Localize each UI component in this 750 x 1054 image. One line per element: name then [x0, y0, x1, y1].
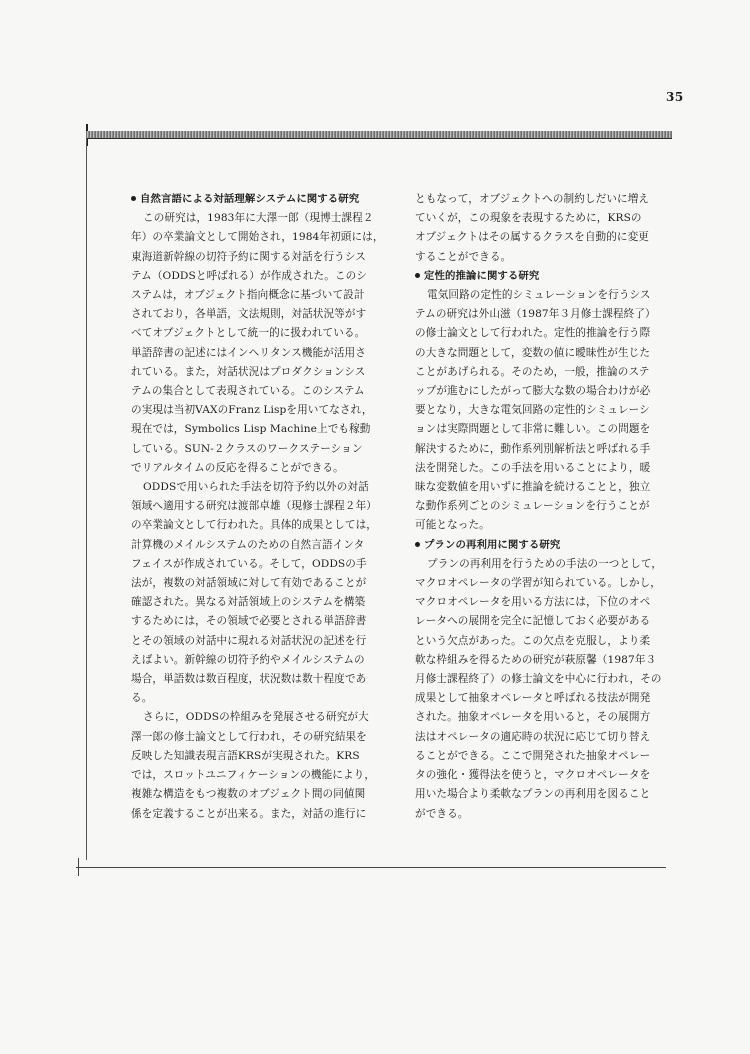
text-line: された。抽象オペレータを用いると，その展開方	[415, 711, 651, 724]
text-line: 計算機のメイルシステムのための自然言語インタ	[131, 538, 365, 551]
bullet-icon	[131, 196, 136, 201]
text-line: タの強化・獲得法を使うと，マクロオペレータを	[415, 769, 651, 782]
text-line: テムの研究は外山滋（1987年３月修士課程終了）	[415, 308, 656, 321]
text-line: とその領域の対話中に現れる対話状況の記述を行	[131, 634, 367, 647]
text-line: でリアルタイムの反応を得ることができる。	[131, 461, 344, 474]
section-heading: 自然言語による対話理解システムに関する研究	[131, 190, 401, 209]
bullet-icon	[415, 542, 420, 547]
text-line: 解決するために，動作系列別解析法と呼ばれる手	[415, 442, 651, 455]
text-line: 場合，単語数は数百程度，状況数は数十程度であ	[131, 673, 367, 686]
right-column	[415, 190, 690, 824]
text-line: 複雑な構造をもつ複数のオブジェクト間の同値関	[131, 788, 366, 801]
text-line: えばよい。新幹線の切符予約やメイルシステムの	[131, 653, 365, 666]
page-number: 35	[666, 90, 684, 104]
text-line: ョンは実際問題として非常に難しい。この問題を	[415, 423, 651, 436]
text-line: マクロオペレータの学習が知られている。しかし，	[415, 577, 661, 590]
left-column	[131, 190, 401, 824]
text-line: の卒業論文として行われた。具体的成果としては，	[131, 519, 377, 532]
text-line: ことがあげられる。そのため，一般，推論のステ	[415, 365, 650, 378]
text-line: するためには，その領域で必要とされる単語辞書	[131, 615, 367, 628]
bottom-tick	[78, 858, 79, 876]
text-line: 澤一郎の修士論文として行われ，その研究結果を	[131, 730, 367, 743]
text-line: ステムは，オブジェクト指向概念に基づいて設計	[131, 289, 365, 302]
text-line: テム（ODDSと呼ばれる）が作成された。このシ	[131, 269, 367, 282]
text-line: 月修士課程終了）の修士論文を中心に行われ，その	[415, 673, 662, 686]
text-line: 年）の卒業論文として開始され，1984年初頭には，	[131, 231, 384, 244]
text-line: することができる。	[415, 250, 512, 263]
text-line: 東海道新幹線の切符予約に関する対話を行うシス	[131, 250, 366, 263]
text-line: 領域へ適用する研究は渡部卓雄（現修士課程２年）	[131, 500, 377, 513]
text-line: ていくが，この現象を表現するために，KRSの	[415, 212, 642, 225]
text-line: れている。また，対話状況はプロダクションシス	[131, 365, 366, 378]
text-line: ともなって，オブジェクトへの制約しだいに増え	[415, 193, 650, 205]
header-band	[86, 131, 672, 139]
text-line: る。	[131, 692, 153, 705]
bottom-rule	[76, 867, 666, 868]
text-line: フェイスが作成されている。そして，ODDSの手	[131, 557, 367, 570]
text-line: されており，各単語，文法規則，対話状況等がす	[131, 308, 367, 321]
text-line: 用いた場合より柔軟なプランの再利用を図ること	[415, 788, 651, 801]
text-line: 法を開発した。この手法を用いることにより，暖	[415, 461, 651, 474]
bullet-icon	[415, 273, 420, 278]
text-line: ることができる。ここで開発された抽象オペレー	[415, 749, 651, 762]
text-line: 成果として抽象オペレータと呼ばれる技法が開発	[415, 692, 651, 705]
text-line: オブジェクトはその属するクラスを自動的に変更	[415, 231, 649, 244]
text-line: 昧な変数値を用いずに推論を続けることと，独立	[415, 481, 651, 494]
text-line: している。SUN-２クラスのワークステーション	[131, 442, 363, 455]
text-line: 現在では，Symbolics Lisp Machine上でも稼動	[131, 423, 371, 436]
text-line: テムの集合として表現されている。このシステム	[131, 385, 365, 398]
text-line: べてオブジェクトとして統一的に扱われている。	[131, 327, 366, 340]
text-line: 法はオペレータの適応時の状況に応じて切り替え	[415, 730, 651, 743]
text-line: レータへの展開を完全に記憶しておく必要がある	[415, 615, 651, 628]
text-line: 反映した知識表現言語KRSが実現された。KRS	[131, 749, 360, 762]
text-line: な動作系列ごとのシミュレーションを行うことが	[415, 500, 650, 513]
text-line: 要となり，大きな電気回路の定性的シミュレーシ	[415, 404, 650, 417]
text-line: プランの再利用を行うための手法の一つとして，	[427, 557, 663, 570]
text-line: 係を定義することが出来る。また，対話の進行に	[131, 807, 367, 820]
text-line: この研究は，1983年に大澤一郎（現博士課程２	[143, 212, 374, 225]
text-line: 軟な枠組みを得るための研究が萩原馨（1987年３	[415, 653, 657, 666]
text-line: マクロオペレータを用いる方法には，下位のオペ	[415, 596, 651, 609]
text-line: 可能となった。	[415, 519, 490, 532]
text-line: という欠点があった。この欠点を克服し，より柔	[415, 634, 651, 647]
section-heading: プランの再利用に関する研究	[415, 536, 690, 555]
text-line: 単語辞書の記述にはインヘリタンス機能が活用さ	[131, 346, 366, 359]
text-line: 確認された。異なる対話領域上のシステムを構築	[131, 596, 366, 609]
text-line: の実現は当初VAXのFranz Lispを用いてなされ，	[131, 404, 373, 417]
text-line: では，スロットユニフィケーションの機能により，	[131, 769, 376, 782]
text-line: ップが進むにしたがって膨大な数の場合わけが必	[415, 385, 651, 398]
text-line: 電気回路の定性的シミュレーションを行うシス	[427, 289, 651, 302]
text-line: の大きな問題として，変数の値に曖昧性が生じた	[415, 346, 651, 359]
text-line: ができる。	[415, 807, 469, 820]
text-line: の修士論文として行われた。定性的推論を行う際	[415, 327, 651, 340]
text-line: 法が，複数の対話領域に対して有効であることが	[131, 577, 367, 590]
section-heading: 定性的推論に関する研究	[415, 267, 690, 286]
text-line: さらに，ODDSの枠組みを発展させる研究が大	[143, 711, 369, 724]
text-line: ODDSで用いられた手法を切符予約以外の対話	[143, 481, 369, 494]
left-margin-rule	[86, 138, 87, 860]
